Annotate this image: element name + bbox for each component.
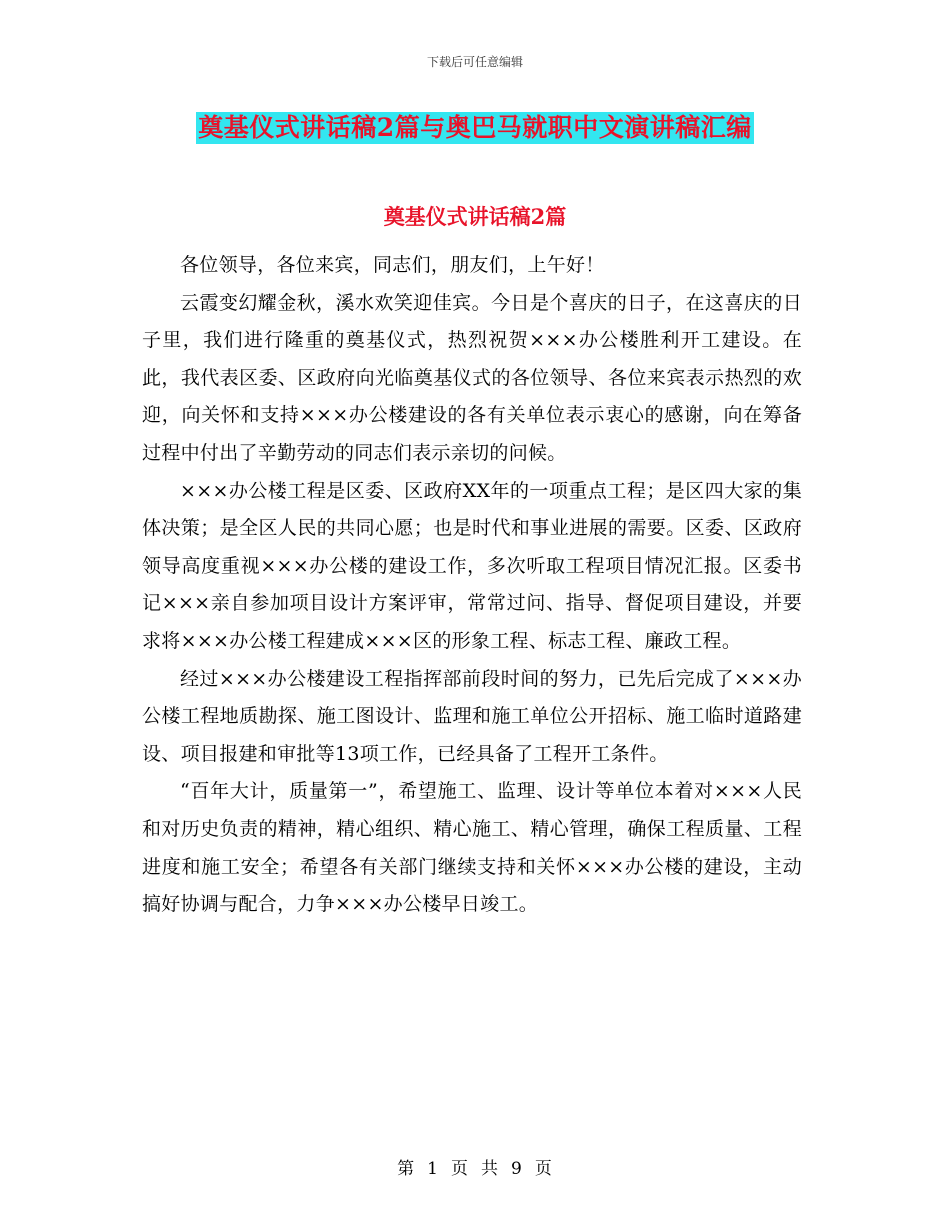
footer-label-page: 第 xyxy=(397,1159,416,1179)
paragraph-welcome: 云霞变幻耀金秋，溪水欢笑迎佳宾。今日是个喜庆的日子，在这喜庆的日子里，我们进行隆重的奠基仪式，热烈祝贺×××办公楼胜利开工建设。在此，我代表区委、区政府向光临奠基仪式的各位领导、各位来宾表示热烈的欢迎，向关怀和支持×××办公楼建设的各有关单位表示衷心的感谢，向在筹备过程中付出了辛勤劳动的同志们表示亲切的问候。 xyxy=(142,291,802,464)
footer-label-unit2: 页 xyxy=(534,1159,553,1179)
page-footer xyxy=(0,1154,950,1179)
document-title-container xyxy=(0,112,950,144)
footer-total-pages: 9 xyxy=(511,1159,523,1179)
document-body xyxy=(142,247,802,924)
section-title: 奠基仪式讲话稿2篇 xyxy=(383,204,567,229)
paragraph-greeting: 各位领导，各位来宾，同志们，朋友们，上午好！ xyxy=(180,254,605,276)
footer-label-total: 共 xyxy=(481,1159,499,1179)
paragraph-expectations: “百年大计，质量第一”，希望施工、监理、设计等单位本着对×××人民和对历史负责的精神，精心组织、精心施工、精心管理，确保工程质量、工程进度和施工安全；希望各有关部门继续支持和关怀×××办公楼的建设，主动搞好协调与配合，力争×××办公楼早日竣工。 xyxy=(142,780,802,916)
footer-current-page: 1 xyxy=(427,1159,439,1179)
footer-label-unit: 页 xyxy=(451,1159,469,1179)
page-header-note: 下载后可任意编辑 xyxy=(426,55,523,69)
paragraph-project-importance: ×××办公楼工程是区委、区政府XX年的一项重点工程；是区四大家的集体决策；是全区人民的共同心愿；也是时代和事业进展的需要。区委、区政府领导高度重视×××办公楼的建设工作，多次听取工程项目情况汇报。区委书记×××亲自参加项目设计方案评审，常常过问、指导、督促项目建设，并要求将×××办公楼工程建成×××区的形象工程、标志工程、廉政工程。 xyxy=(142,479,802,652)
paragraph-progress: 经过×××办公楼建设工程指挥部前段时间的努力，已先后完成了×××办公楼工程地质勘探、施工图设计、监理和施工单位公开招标、施工临时道路建设、项目报建和审批等13项工作，已经具备了工程开工条件。 xyxy=(142,667,802,765)
document-title: 奠基仪式讲话稿2篇与奥巴马就职中文演讲稿汇编 xyxy=(198,113,752,142)
